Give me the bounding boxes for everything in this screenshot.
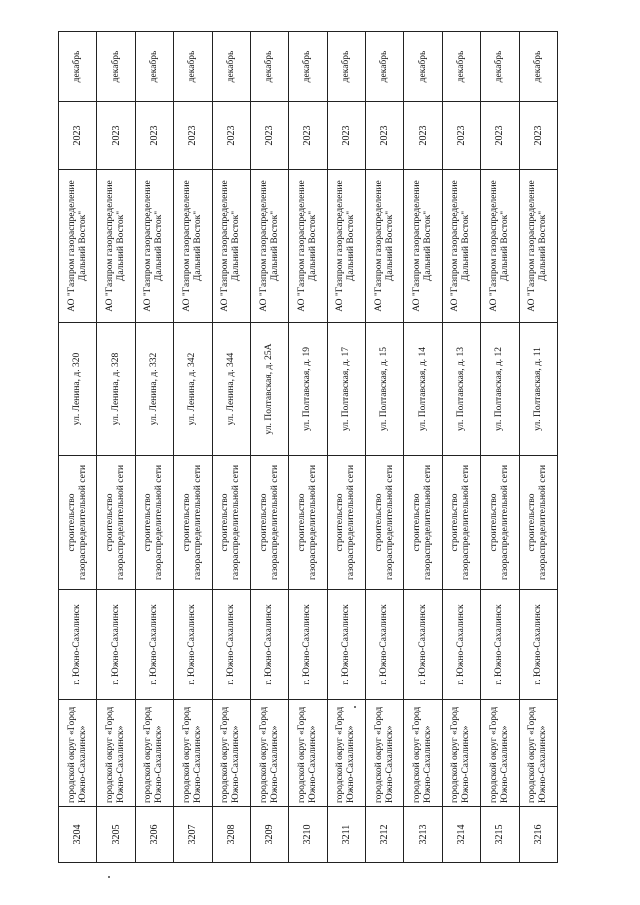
cell-municipality: городской округ «Город Южно-Сахалинск» bbox=[97, 700, 135, 807]
cell-row-number: 3211 bbox=[327, 807, 365, 863]
cell-work-type: строительство газораспределительной сети bbox=[135, 456, 173, 590]
cell-municipality: городской округ «Город Южно-Сахалинск» bbox=[250, 700, 288, 807]
cell-locality: г. Южно-Сахалинск bbox=[135, 590, 173, 700]
cell-work-type: строительство газораспределительной сети bbox=[442, 456, 480, 590]
cell-year: 2023 bbox=[289, 102, 327, 170]
cell-work-type: строительство газораспределительной сети bbox=[212, 456, 250, 590]
cell-organization: АО "Газпром газораспределение Дальний Восток" bbox=[404, 170, 442, 323]
cell-row-number: 3204 bbox=[59, 807, 97, 863]
cell-work-type: строительство газораспределительной сети bbox=[250, 456, 288, 590]
cell-month: декабрь bbox=[366, 32, 404, 102]
cell-locality: г. Южно-Сахалинск bbox=[442, 590, 480, 700]
cell-month: декабрь bbox=[135, 32, 173, 102]
cell-row-number: 3215 bbox=[481, 807, 519, 863]
cell-locality: г. Южно-Сахалинск bbox=[59, 590, 97, 700]
cell-address: ул. Ленина, д. 344 bbox=[212, 323, 250, 456]
cell-year: 2023 bbox=[174, 102, 212, 170]
cell-organization: АО "Газпром газораспределение Дальний Восток" bbox=[366, 170, 404, 323]
cell-work-type: строительство газораспределительной сети bbox=[174, 456, 212, 590]
cell-month: декабрь bbox=[442, 32, 480, 102]
cell-year: 2023 bbox=[135, 102, 173, 170]
cell-address: ул. Полтавская, д. 12 bbox=[481, 323, 519, 456]
cell-work-type: строительство газораспределительной сети bbox=[519, 456, 558, 590]
cell-municipality: городской округ «Город Южно-Сахалинск» bbox=[289, 700, 327, 807]
cell-address: ул. Полтавская, д. 11 bbox=[519, 323, 558, 456]
cell-year: 2023 bbox=[442, 102, 480, 170]
table-row bbox=[404, 32, 442, 863]
table-row bbox=[97, 32, 135, 863]
table-body bbox=[59, 32, 558, 863]
cell-organization: АО "Газпром газораспределение Дальний Восток" bbox=[327, 170, 365, 323]
cell-month: декабрь bbox=[59, 32, 97, 102]
cell-municipality: городской округ «Город Южно-Сахалинск» bbox=[519, 700, 558, 807]
cell-row-number: 3210 bbox=[289, 807, 327, 863]
cell-address: ул. Полтавская, д. 19 bbox=[289, 323, 327, 456]
cell-municipality: городской округ «Город Южно-Сахалинск» bbox=[135, 700, 173, 807]
cell-row-number: 3216 bbox=[519, 807, 558, 863]
cell-month: декабрь bbox=[519, 32, 558, 102]
cell-work-type: строительство газораспределительной сети bbox=[404, 456, 442, 590]
cell-municipality: городской округ «Город Южно-Сахалинск» bbox=[327, 700, 365, 807]
cell-municipality: городской округ «Город Южно-Сахалинск» bbox=[366, 700, 404, 807]
cell-month: декабрь bbox=[174, 32, 212, 102]
table-row bbox=[212, 32, 250, 863]
cell-row-number: 3213 bbox=[404, 807, 442, 863]
cell-locality: г. Южно-Сахалинск bbox=[519, 590, 558, 700]
table-row bbox=[289, 32, 327, 863]
cell-organization: АО "Газпром газораспределение Дальний Восток" bbox=[250, 170, 288, 323]
cell-locality: г. Южно-Сахалинск bbox=[212, 590, 250, 700]
cell-organization: АО "Газпром газораспределение Дальний Восток" bbox=[97, 170, 135, 323]
cell-work-type: строительство газораспределительной сети bbox=[366, 456, 404, 590]
cell-year: 2023 bbox=[97, 102, 135, 170]
table-row bbox=[135, 32, 173, 863]
cell-year: 2023 bbox=[519, 102, 558, 170]
cell-month: декабрь bbox=[481, 32, 519, 102]
cell-locality: г. Южно-Сахалинск bbox=[97, 590, 135, 700]
scan-speck bbox=[354, 706, 356, 708]
cell-month: декабрь bbox=[289, 32, 327, 102]
cell-row-number: 3209 bbox=[250, 807, 288, 863]
cell-locality: г. Южно-Сахалинск bbox=[404, 590, 442, 700]
cell-organization: АО "Газпром газораспределение Дальний Восток" bbox=[212, 170, 250, 323]
cell-locality: г. Южно-Сахалинск bbox=[250, 590, 288, 700]
cell-locality: г. Южно-Сахалинск bbox=[327, 590, 365, 700]
cell-year: 2023 bbox=[404, 102, 442, 170]
cell-organization: АО "Газпром газораспределение Дальний Восток" bbox=[174, 170, 212, 323]
cell-address: ул. Ленина, д. 328 bbox=[97, 323, 135, 456]
table-row bbox=[481, 32, 519, 863]
table-row bbox=[59, 32, 97, 863]
cell-municipality: городской округ «Город Южно-Сахалинск» bbox=[212, 700, 250, 807]
cell-municipality: городской округ «Город Южно-Сахалинск» bbox=[404, 700, 442, 807]
cell-work-type: строительство газораспределительной сети bbox=[59, 456, 97, 590]
gas-network-register-table bbox=[58, 31, 558, 863]
cell-municipality: городской округ «Город Южно-Сахалинск» bbox=[174, 700, 212, 807]
cell-address: ул. Полтавская, д. 17 bbox=[327, 323, 365, 456]
cell-organization: АО "Газпром газораспределение Дальний Восток" bbox=[135, 170, 173, 323]
cell-locality: г. Южно-Сахалинск bbox=[366, 590, 404, 700]
cell-year: 2023 bbox=[250, 102, 288, 170]
cell-address: ул. Полтавская, д. 15 bbox=[366, 323, 404, 456]
cell-work-type: строительство газораспределительной сети bbox=[481, 456, 519, 590]
cell-row-number: 3208 bbox=[212, 807, 250, 863]
rotated-document-page bbox=[58, 32, 558, 863]
cell-municipality: городской округ «Город Южно-Сахалинск» bbox=[442, 700, 480, 807]
cell-work-type: строительство газораспределительной сети bbox=[97, 456, 135, 590]
cell-municipality: городской округ «Город Южно-Сахалинск» bbox=[481, 700, 519, 807]
cell-address: ул. Полтавская, д. 13 bbox=[442, 323, 480, 456]
cell-row-number: 3205 bbox=[97, 807, 135, 863]
cell-year: 2023 bbox=[366, 102, 404, 170]
cell-work-type: строительство газораспределительной сети bbox=[327, 456, 365, 590]
cell-organization: АО "Газпром газораспределение Дальний Восток" bbox=[59, 170, 97, 323]
cell-address: ул. Полтавская, д. 14 bbox=[404, 323, 442, 456]
table-row bbox=[174, 32, 212, 863]
cell-month: декабрь bbox=[404, 32, 442, 102]
cell-year: 2023 bbox=[59, 102, 97, 170]
table-row bbox=[442, 32, 480, 863]
cell-organization: АО "Газпром газораспределение Дальний Восток" bbox=[481, 170, 519, 323]
cell-organization: АО "Газпром газораспределение Дальний Восток" bbox=[289, 170, 327, 323]
cell-locality: г. Южно-Сахалинск bbox=[289, 590, 327, 700]
cell-row-number: 3207 bbox=[174, 807, 212, 863]
cell-locality: г. Южно-Сахалинск bbox=[481, 590, 519, 700]
scan-speck bbox=[108, 876, 110, 878]
cell-address: ул. Полтавская, д. 25А bbox=[250, 323, 288, 456]
cell-row-number: 3206 bbox=[135, 807, 173, 863]
cell-municipality: городской округ «Город Южно-Сахалинск» bbox=[59, 700, 97, 807]
cell-address: ул. Ленина, д. 320 bbox=[59, 323, 97, 456]
cell-month: декабрь bbox=[97, 32, 135, 102]
table-row bbox=[327, 32, 365, 863]
cell-address: ул. Ленина, д. 342 bbox=[174, 323, 212, 456]
cell-year: 2023 bbox=[481, 102, 519, 170]
cell-organization: АО "Газпром газораспределение Дальний Восток" bbox=[519, 170, 558, 323]
cell-year: 2023 bbox=[327, 102, 365, 170]
table-row bbox=[519, 32, 558, 863]
cell-month: декабрь bbox=[250, 32, 288, 102]
cell-organization: АО "Газпром газораспределение Дальний Восток" bbox=[442, 170, 480, 323]
cell-month: декабрь bbox=[212, 32, 250, 102]
cell-year: 2023 bbox=[212, 102, 250, 170]
cell-work-type: строительство газораспределительной сети bbox=[289, 456, 327, 590]
cell-locality: г. Южно-Сахалинск bbox=[174, 590, 212, 700]
table-row bbox=[250, 32, 288, 863]
table-row bbox=[366, 32, 404, 863]
cell-month: декабрь bbox=[327, 32, 365, 102]
cell-address: ул. Ленина, д. 332 bbox=[135, 323, 173, 456]
cell-row-number: 3214 bbox=[442, 807, 480, 863]
cell-row-number: 3212 bbox=[366, 807, 404, 863]
